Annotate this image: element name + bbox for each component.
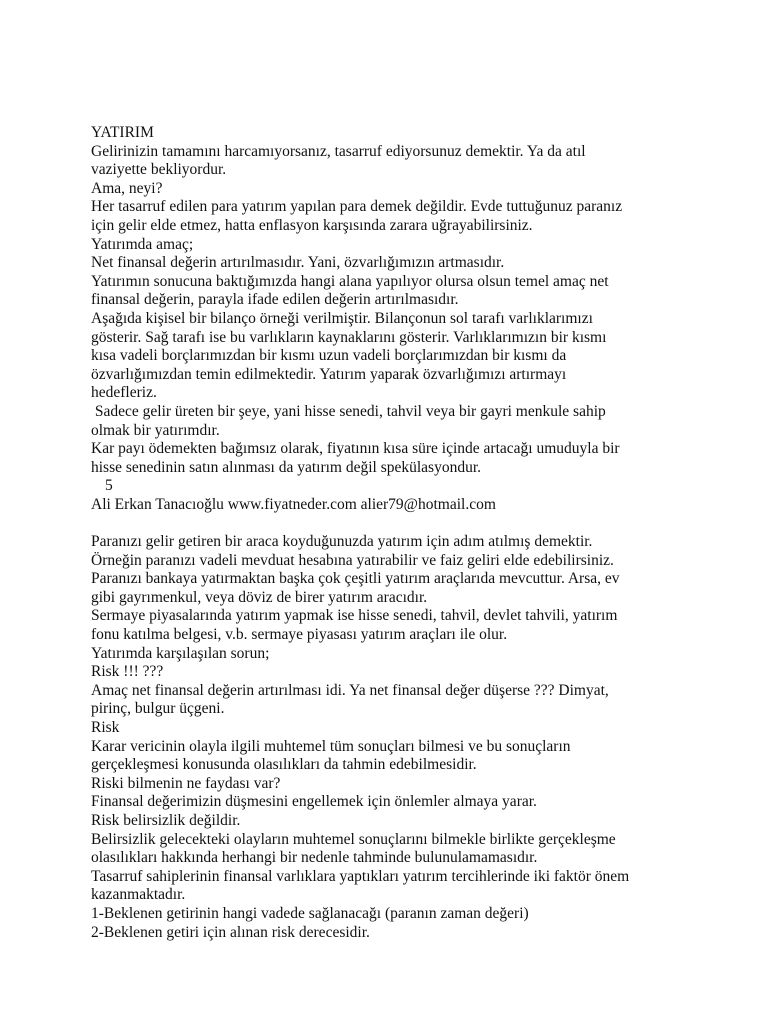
text-line: Sermaye piyasalarında yatırım yapmak ise hisse senedi, tahvil, devlet tahvili, yatırım	[91, 607, 618, 625]
blank-line	[91, 514, 691, 533]
text-line: olasılıkları hakkında herhangi bir nedenle tahminde bulunulamamasıdır.	[91, 849, 538, 867]
text-line: hedefleriz.	[91, 384, 157, 402]
text-line: hisse senedinin satın alınması da yatırım değil spekülasyondur.	[91, 458, 482, 476]
text-line: Gelirinizin tamamını harcamıyorsanız, tasarruf ediyorsunuz demektir. Ya da atıl	[91, 142, 586, 160]
text-line: Yatırımın sonucuna baktığımızda hangi alana yapılıyor olursa olsun temel amaç net	[91, 272, 609, 290]
text-line: gerçekleşmesi konusunda olasılıkları da tahmin edebilmesidir.	[91, 756, 477, 774]
text-line: gösterir. Sağ tarafı ise bu varlıkların kaynaklarını gösterir. Varlıklarımızın bir kısmı	[91, 328, 607, 346]
text-line: Sadece gelir üreten bir şeye, yani hisse senedi, tahvil veya bir gayri menkule sahip	[91, 402, 606, 420]
text-line: finansal değerin, parayla ifade edilen değerin artırılmasıdır.	[91, 291, 459, 309]
text-line: 1-Beklenen getirinin hangi vadede sağlanacağı (paranın zaman değeri)	[91, 904, 529, 922]
text-line: Tasarruf sahiplerinin finansal varlıklara yaptıkları yatırım tercihlerinde iki faktör önem	[91, 867, 630, 885]
text-line: özvarlığımızdan temin edilmektedir. Yatırım yaparak özvarlığımızı artırmayı	[91, 365, 567, 383]
text-line: Riski bilmenin ne faydası var?	[91, 774, 281, 792]
text-line: Karar vericinin olayla ilgili muhtemel tüm sonuçları bilmesi ve bu sonuçların	[91, 737, 571, 755]
text-line: Her tasarruf edilen para yatırım yapılan para demek değildir. Evde tuttuğunuz paranız	[91, 198, 623, 216]
text-block-1	[91, 124, 691, 477]
text-line: Risk belirsizlik değildir.	[91, 811, 241, 829]
text-line: Risk !!! ???	[91, 663, 164, 681]
text-line: Paranızı bankaya yatırmaktan başka çok çeşitli yatırım araçlarıda mevcuttur. Arsa, ev	[91, 570, 620, 588]
text-line: 2-Beklenen getiri için alınan risk derecesidir.	[91, 923, 370, 941]
text-line: gibi gayrımenkul, veya döviz de birer yatırım aracıdır.	[91, 588, 428, 606]
text-line: Paranızı gelir getiren bir araca koyduğunuzda yatırım için adım atılmış demektir.	[91, 533, 593, 551]
text-line: Kar payı ödemekten bağımsız olarak, fiyatının kısa süre içinde artacağı umuduyla bir	[91, 440, 620, 458]
text-line: YATIRIM	[91, 124, 154, 141]
text-line: kazanmaktadır.	[91, 886, 186, 904]
text-line: Amaç net finansal değerin artırılması idi. Ya net finansal değer düşerse ??? Dimyat,	[91, 681, 609, 699]
page-number: 5	[105, 477, 113, 495]
footer-author-line: Ali Erkan Tanacıoğlu www.fiyatneder.com alier79@hotmail.com	[91, 495, 496, 513]
text-line: için gelir elde etmez, hatta enflasyon karşısında zarara uğrayabilirsiniz.	[91, 216, 533, 234]
text-line: pirinç, bulgur üçgeni.	[91, 700, 225, 718]
text-line: olmak bir yatırımdır.	[91, 421, 220, 439]
text-line: Örneğin paranızı vadeli mevduat hesabına yatırabilir ve faiz geliri elde edebilirsiniz.	[91, 551, 614, 569]
text-line: Risk	[91, 719, 120, 736]
text-line: Yatırımda karşılaşılan sorun;	[91, 644, 270, 662]
text-line: Yatırımda amaç;	[91, 235, 194, 253]
text-line: kısa vadeli borçlarımızdan bir kısmı uzun vadeli borçlarımızdan bir kısmı da	[91, 347, 567, 365]
text-line: Finansal değerimizin düşmesini engellemek için önlemler almaya yarar.	[91, 793, 537, 811]
document-text	[91, 124, 691, 942]
text-block-2	[91, 533, 691, 942]
text-line: Net finansal değerin artırılmasıdır. Yani, özvarlığımızın artmasıdır.	[91, 254, 505, 272]
text-line: Ama, neyi?	[91, 179, 163, 197]
text-line: Belirsizlik gelecekteki olayların muhtemel sonuçlarını bilmekle birlikte gerçekleşme	[91, 830, 616, 848]
text-line: vaziyette bekliyordur.	[91, 161, 227, 179]
text-line: fonu katılma belgesi, v.b. sermaye piyasası yatırım araçları ile olur.	[91, 626, 508, 644]
text-line: Aşağıda kişisel bir bilanço örneği verilmiştir. Bilançonun sol tarafı varlıklarımızı	[91, 309, 593, 327]
